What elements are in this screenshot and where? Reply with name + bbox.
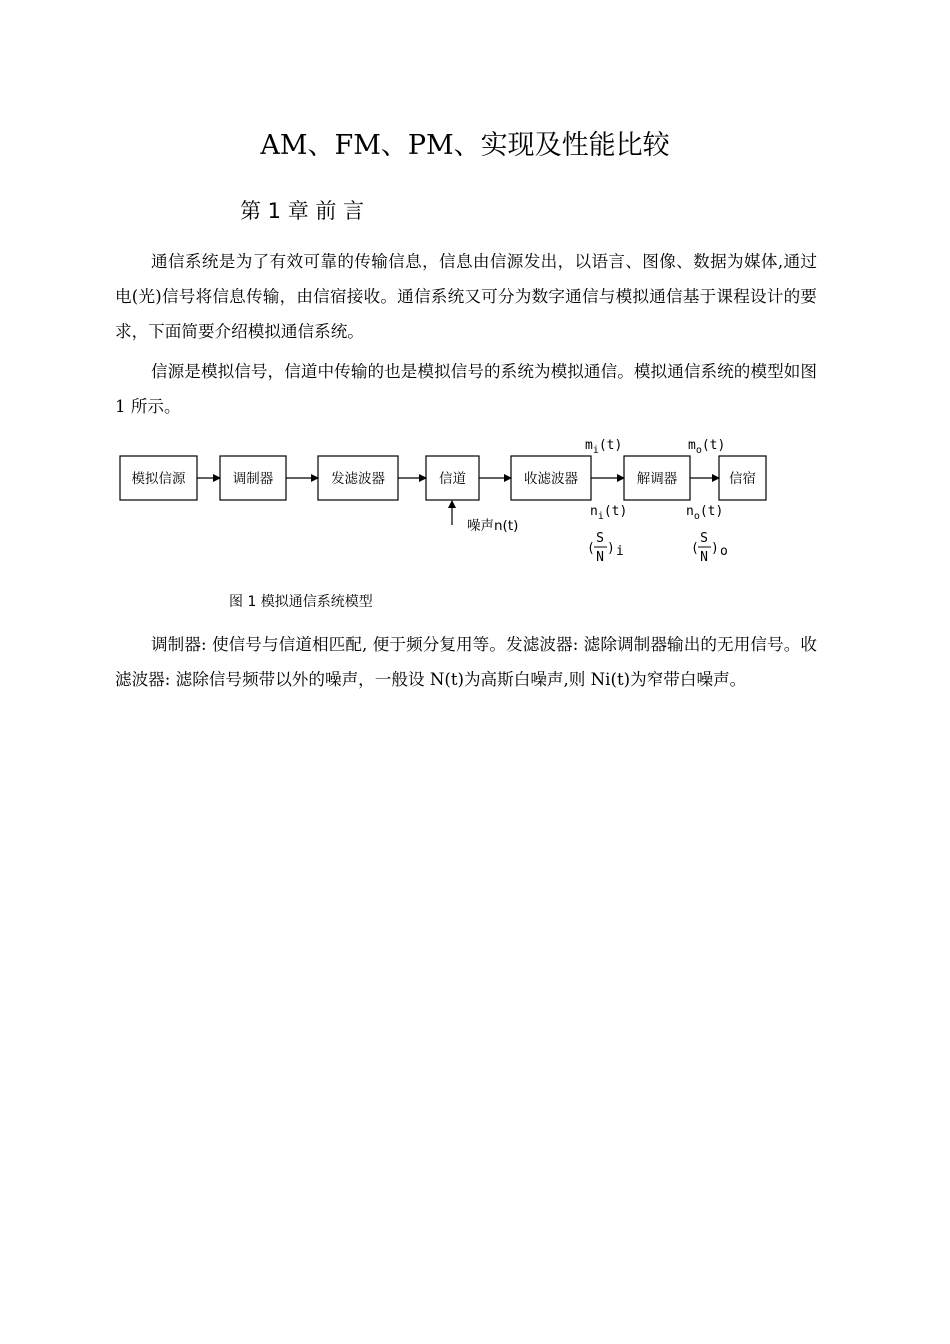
snr-input	[587, 531, 624, 565]
figure-caption: 图 1 模拟通信系统模型	[229, 594, 373, 610]
svg-text:信宿: 信宿	[729, 471, 756, 487]
svg-text:): )	[607, 541, 615, 556]
label-mo: $m_o(t)$	[688, 438, 726, 456]
label-ni: $n_i(t)$	[590, 504, 628, 522]
chapter-heading: 第 1 章 前 言	[240, 199, 365, 223]
block-demodulator	[624, 456, 690, 500]
block-source	[120, 456, 197, 500]
paragraph-intro: 通信系统是为了有效可靠的传输信息，信息由信源发出，以语言、图像、数据为媒体,通过电(光)信号将信息传输，由信宿接收。通信系统又可分为数字通信与模拟通信基于课程设计的要求，下面简要介绍模拟通信系统。	[115, 252, 817, 341]
analog-communication-diagram	[110, 425, 790, 585]
svg-text:): )	[711, 541, 719, 556]
svg-text:信道: 信道	[439, 471, 466, 487]
svg-text:S: S	[700, 531, 708, 546]
svg-text:N: N	[596, 550, 604, 565]
block-tx-filter	[318, 456, 398, 500]
block-modulator	[220, 456, 286, 500]
label-no: $n_o(t)$	[686, 504, 724, 522]
svg-text:o: o	[720, 544, 728, 559]
noise-label: 噪声n(t)	[467, 518, 519, 534]
svg-text:发滤波器: 发滤波器	[331, 471, 385, 487]
svg-text:i: i	[616, 544, 624, 559]
block-rx-filter	[511, 456, 591, 500]
svg-text:(: (	[587, 541, 595, 556]
label-mi: $m_i(t)$	[585, 438, 623, 456]
svg-text:S: S	[596, 531, 604, 546]
svg-text:(: (	[691, 541, 699, 556]
svg-text:解调器: 解调器	[636, 471, 678, 487]
svg-text:N: N	[700, 550, 708, 565]
svg-text:调制器: 调制器	[232, 471, 274, 487]
block-sink	[719, 456, 766, 500]
svg-text:模拟信源: 模拟信源	[131, 471, 186, 487]
document-title: AM、FM、PM、实现及性能比较	[260, 130, 670, 161]
snr-output	[691, 531, 728, 565]
svg-text:收滤波器: 收滤波器	[524, 471, 578, 487]
block-channel	[426, 456, 479, 500]
paragraph-components: 调制器: 使信号与信道相匹配, 便于频分复用等。发滤波器: 滤除调制器输出的无用信号。收滤波器: 滤除信号频带以外的噪声，一般设 N(t)为高斯白噪声,则 Ni(t)为窄带白噪声。	[115, 635, 817, 689]
paragraph-analog-system: 信源是模拟信号，信道中传输的也是模拟信号的系统为模拟通信。模拟通信系统的模型如图 1 所示。	[115, 362, 817, 416]
